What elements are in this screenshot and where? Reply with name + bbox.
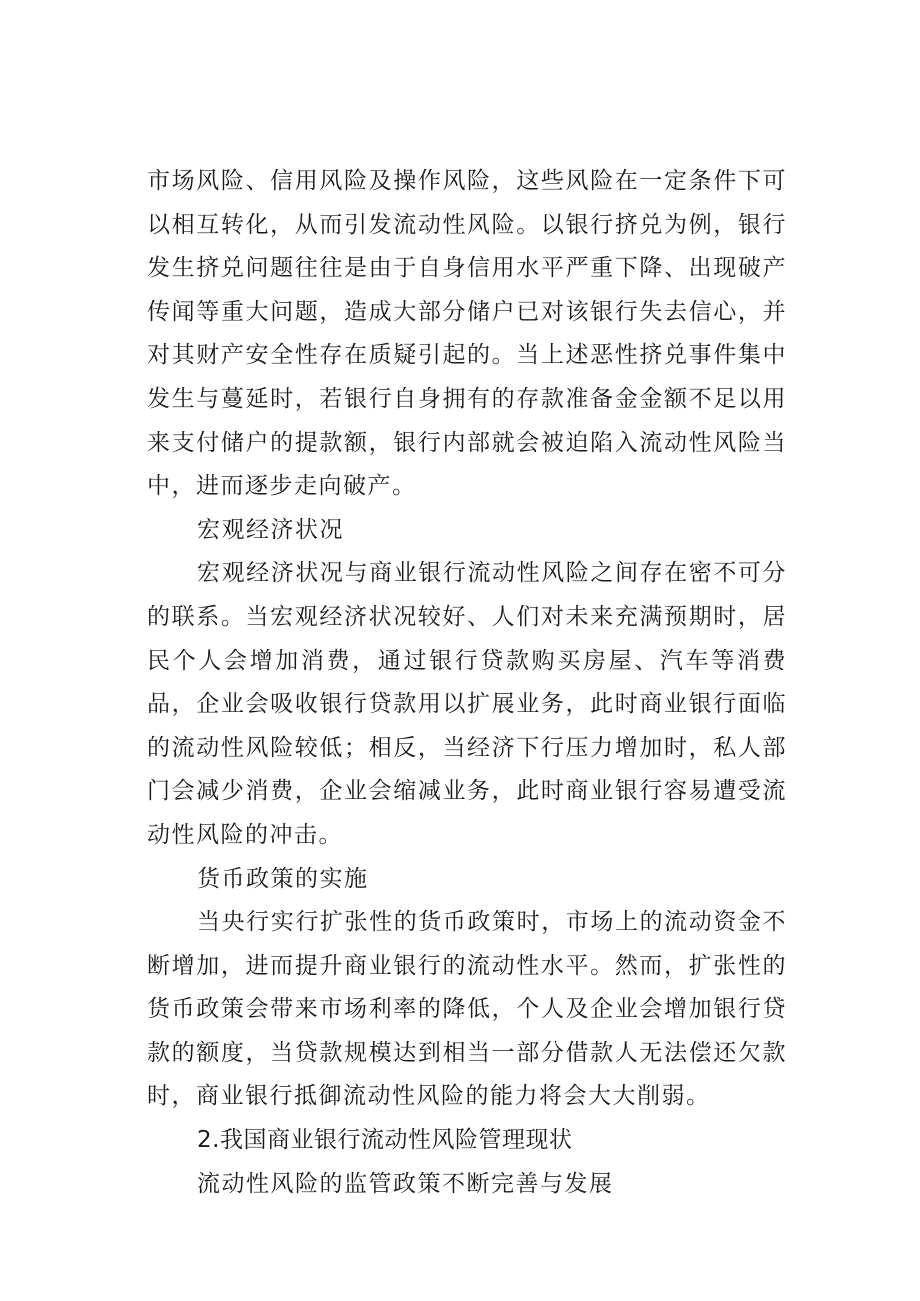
subheading-regulation-policy: 流动性风险的监管政策不断完善与发展: [197, 1170, 614, 1197]
section-heading-management-status: 2.我国商业银行流动性风险管理现状: [197, 1127, 573, 1154]
paragraph-monetary-policy: 当央行实行扩张性的货币政策时，市场上的流动资金不断增加，进而提升商业银行的流动性水平。然而，扩张性的货币政策会带来市场利率的降低，个人及企业会增加银行贷款的额度，当贷款规模达到相当一部分借款人无法偿还欠款时，商业银行抵御流动性风险的能力将会大大削弱。: [147, 909, 787, 1110]
document-body: [147, 160, 787, 1206]
paragraph-liquidity-risk-continuation: 市场风险、信用风险及操作风险，这些风险在一定条件下可以相互转化，从而引发流动性风险。以银行挤兑为例，银行发生挤兑问题往往是由于自身信用水平严重下降、出现破产传闻等重大问题，造成大部分储户已对该银行失去信心，并对其财产安全性存在质疑引起的。当上述恶性挤兑事件集中发生与蔓延时，若银行自身拥有的存款准备金金额不足以用来支付储户的提款额，银行内部就会被迫陷入流动性风险当中，进而逐步走向破产。: [147, 168, 787, 500]
paragraph-macro-economy: 宏观经济状况与商业银行流动性风险之间存在密不可分的联系。当宏观经济状况较好、人们对未来充满预期时，居民个人会增加消费，通过银行贷款购买房屋、汽车等消费品，企业会吸收银行贷款用以扩展业务，此时商业银行面临的流动性风险较低；相反，当经济下行压力增加时，私人部门会减少消费，企业会缩减业务，此时商业银行容易遭受流动性风险的冲击。: [147, 560, 787, 848]
subheading-macro-economy: 宏观经济状况: [197, 516, 344, 543]
subheading-monetary-policy: 货币政策的实施: [197, 865, 369, 892]
